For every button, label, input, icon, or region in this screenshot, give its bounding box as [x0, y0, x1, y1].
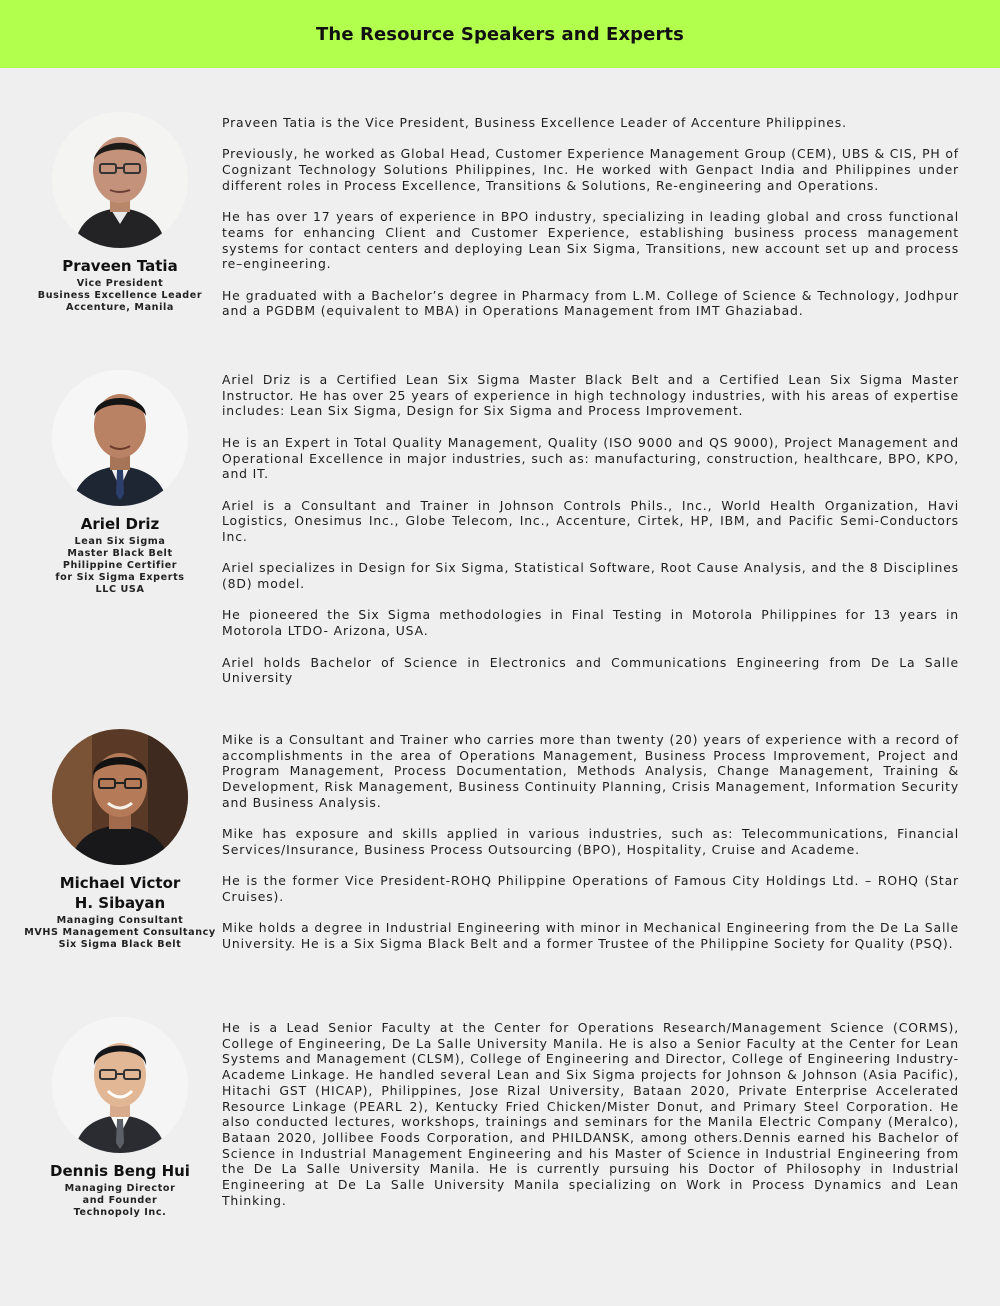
bio-paragraph: Mike is a Consultant and Trainer who carries more than twenty (20) years of experience with a record of accomplishments in the area of Operations Management, Business Process Improvement, Project and Program Management, Process Documentation, Methods Analysis, Change Management, Training & Development, Risk Management, Business Continuity Planning, Crisis Management, Information Security and Business Analysis. — [222, 732, 959, 810]
speaker-bio — [222, 372, 959, 686]
bio-paragraph: Praveen Tatia is the Vice President, Business Excellence Leader of Accenture Philippines. — [222, 115, 847, 130]
speaker-role — [20, 1183, 220, 1219]
speaker-name: Praveen Tatia — [62, 257, 178, 275]
bio-paragraph: He is the former Vice President-ROHQ Philippine Operations of Famous City Holdings Ltd. – ROHQ (Star Cruises). — [222, 873, 959, 904]
bio-paragraph: Ariel holds Bachelor of Science in Electronics and Communications Engineering from De La Salle University — [222, 654, 959, 686]
speaker-name: Michael Victor H. Sibayan — [59, 874, 181, 912]
speaker-role-line: Business Excellence Leader — [37, 290, 203, 301]
speaker-role-line: Six Sigma Black Belt — [58, 939, 182, 950]
speaker-bio — [222, 115, 959, 319]
speaker-name: Dennis Beng Hui — [50, 1162, 190, 1180]
bio-paragraph: He is a Lead Senior Faculty at the Center for Operations Research/Management Science (CORMS), College of Engineering, De La Salle University Manila. He is also a Senior Faculty at the Center for Lean Systems and Management (CLSM), College of Engineering and Director, College of Engineering Industry-Academe Linkage. He handled several Lean and Six Sigma projects for Johnson & Johnson (Asia Pacific), Hitachi GST (HICAP), Philippines, Jose Rizal University, Bataan 2020, Private Enterprise Accelerated Resource Linkage (PEARL 2), Kentucky Fried Chicken/Mister Donut, and Primary Steel Corporation. He also conducted lectures, workshops, trainings and seminars for the Manila Electric Company (Meralco), Bataan 2020, Jollibee Foods Corporation, and PHILDANSK, among others.Dennis earned his Bachelor of Science in Industrial Management Engineering and his Master of Science in Industrial Engineering from the De La Salle University Manila. He is currently pursuing his Doctor of Philosophy in Industrial Engineering at De La Salle University Manila specializing on Work in Process Dynamics and Lean Thinking. — [222, 1020, 959, 1208]
bio-paragraph: Previously, he worked as Global Head, Customer Experience Management Group (CEM), UBS & CIS, PH of Cognizant Technology Solutions Philippines, Inc. He worked with Genpact India and Philippines under different roles in Process Excellence, Transitions & Solutions, Re-engineering and Operations. — [222, 146, 960, 193]
speaker-profile — [20, 729, 220, 951]
speaker-role — [20, 536, 220, 596]
speaker-role-line: MVHS Management Consultancy — [24, 927, 216, 938]
speaker-role-line: Vice President — [76, 278, 164, 289]
speaker-role-line: Accenture, Manila — [66, 302, 174, 313]
speaker-role-line: and Founder — [82, 1195, 158, 1206]
speaker-photo — [52, 1017, 188, 1153]
bio-paragraph: He graduated with a Bachelor’s degree in Pharmacy from L.M. College of Science & Technology, Jodhpur and a PGDBM (equivalent to MBA) in Operations Management from IMT Ghaziabad. — [222, 287, 959, 319]
speaker-profile — [20, 1017, 220, 1219]
speaker-role-line: Managing Director — [64, 1183, 176, 1194]
bio-paragraph: Ariel specializes in Design for Six Sigma, Statistical Software, Root Cause Analysis, and the 8 Disciplines (8D) model. — [222, 560, 959, 592]
speaker-name: Ariel Driz — [80, 515, 160, 533]
speaker-role-line: Technopoly Inc. — [73, 1207, 167, 1218]
bio-paragraph: Ariel Driz is a Certified Lean Six Sigma Master Black Belt and a Certified Lean Six Sigma Master Instructor. He has over 25 years of experience in high technology industries, with his areas of expertise includes: Lean Six Sigma, Design for Six Sigma and Process Improvement. — [222, 372, 959, 419]
bio-paragraph: He has over 17 years of experience in BPO industry, specializing in leading global and cross functional teams for enhancing Client and Customer Experience, establishing business process management systems for contact centers and deploying Lean Six Sigma, Transitions, new account set up and process re–engineering. — [222, 209, 959, 272]
page-header — [0, 0, 1000, 68]
speaker-role-line: Philippine Certifier — [62, 560, 178, 571]
speaker-photo — [52, 729, 188, 865]
speaker-role-line: Master Black Belt — [67, 548, 173, 559]
bio-paragraph: Mike has exposure and skills applied in various industries, such as: Telecommunications, Financial Services/Insurance, Business Process Outsourcing (BPO), Hospitality, Cruise and Academe. — [222, 826, 959, 857]
speaker-bio — [222, 732, 959, 952]
bio-paragraph: He is an Expert in Total Quality Management, Quality (ISO 9000 and QS 9000), Project Management and Operational Excellence in major industries, such as: manufacturing, construction, healthcare, BPO, KPO, and IT. — [222, 434, 959, 482]
speaker-profile — [20, 112, 220, 314]
speaker-role — [20, 278, 220, 314]
speaker-role-line: Managing Consultant — [56, 915, 184, 926]
bio-paragraph: He pioneered the Six Sigma methodologies in Final Testing in Motorola Philippines for 13 years in Motorola LTDO- Arizona, USA. — [222, 607, 959, 639]
speaker-profile — [20, 370, 220, 596]
speaker-role-line: for Six Sigma Experts — [55, 572, 185, 583]
bio-paragraph: Ariel is a Consultant and Trainer in Johnson Controls Phils., Inc., World Health Organization, Havi Logistics, Onesimus Inc., Globe Telecom, Inc., Accenture, Cirtek, HP, IBM, and Pacific Semi-Conductors Inc. — [222, 497, 959, 544]
speaker-photo — [52, 112, 188, 248]
bio-paragraph: Mike holds a degree in Industrial Engineering with minor in Mechanical Engineering from the De La Salle University. He is a Six Sigma Black Belt and a former Trustee of the Philippine Society for Quality (PSQ). — [222, 920, 959, 952]
speaker-role — [20, 915, 220, 951]
speaker-role-line: Lean Six Sigma — [74, 536, 166, 547]
speaker-bio — [222, 1020, 959, 1208]
page-title: The Resource Speakers and Experts — [316, 23, 684, 45]
speaker-role-line: LLC USA — [95, 584, 145, 595]
speaker-photo — [52, 370, 188, 506]
